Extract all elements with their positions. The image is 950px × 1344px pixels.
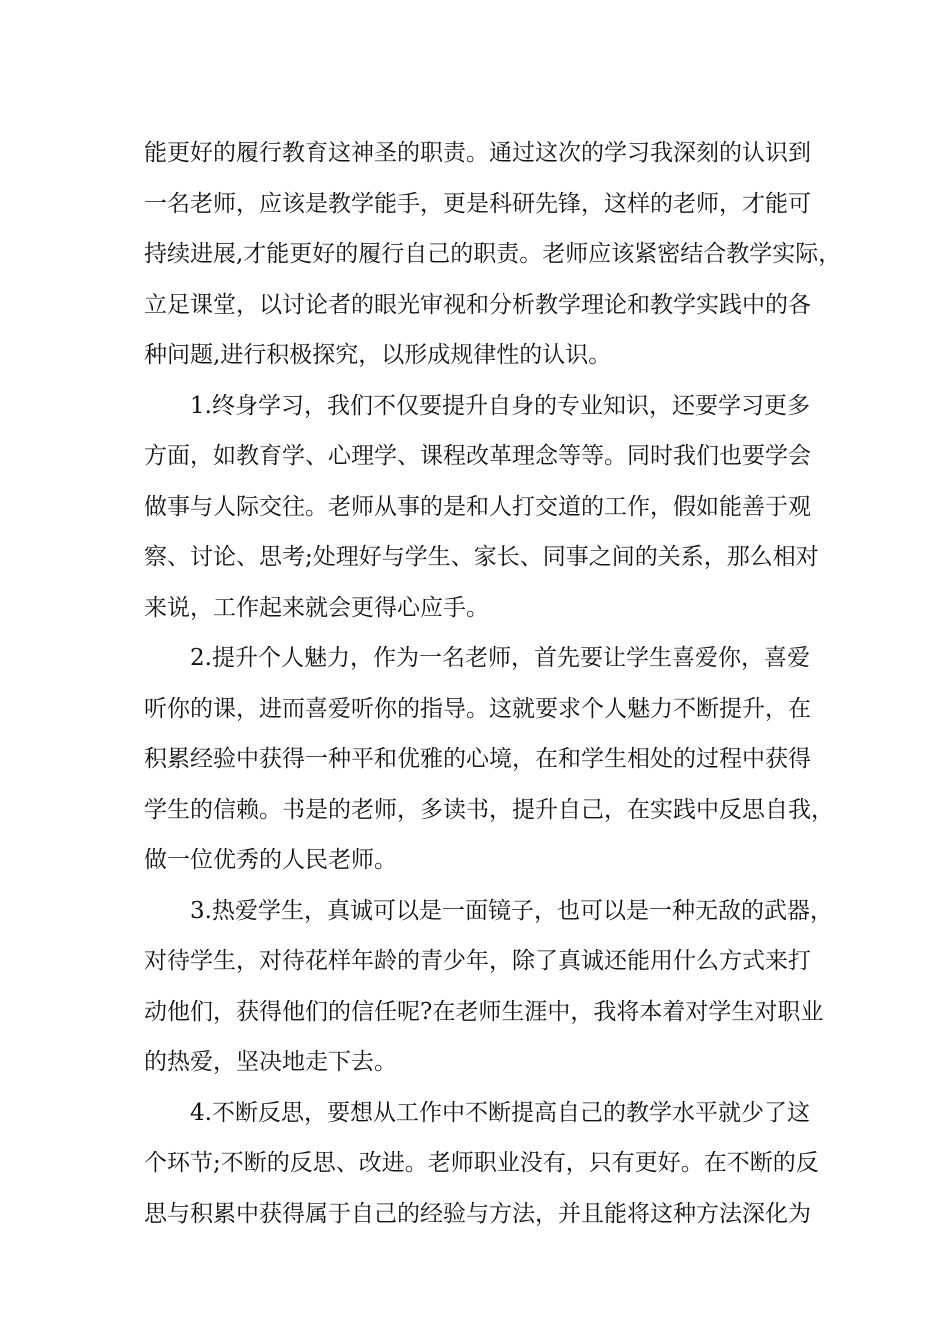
paragraph-intro [144, 128, 842, 381]
text-line: 方面，如教育学、心理学、课程改革理念等等。同时我们也要学会 [144, 443, 811, 469]
paragraph-item-4 [144, 1088, 824, 1240]
text-line: 察、讨论、思考;处理好与学生、家长、同事之间的关系，那么相对 [144, 544, 819, 570]
text-line: 对待学生，对待花样年龄的青少年，除了真诚还能用什么方式来打 [144, 948, 811, 974]
text-line: 积累经验中获得一种平和优雅的心境，在和学生相处的过程中获得 [144, 746, 811, 772]
paragraph-item-1 [144, 381, 824, 634]
text-line: 思与积累中获得属于自己的经验与方法，并且能将这种方法深化为 [144, 1200, 811, 1227]
text-line: 动他们，获得他们的信任呢?在老师生涯中，我将本着对学生对职业 [144, 998, 824, 1025]
document-body [144, 128, 842, 1239]
text-line: 的热爱，坚决地走下去。 [144, 1049, 397, 1075]
paragraph-item-2 [144, 633, 834, 886]
text-line: 能更好的履行教育这神圣的职责。通过这次的学习我深刻的认识到 [144, 140, 811, 166]
text-line: 4.不断反思，要想从工作中不断提高自己的教学水平就少了这 [190, 1099, 810, 1126]
text-line: 3.热爱学生，真诚可以是一面镜子，也可以是一种无敌的武器， [190, 897, 833, 924]
text-line: 来说，工作起来就会更得心应手。 [144, 594, 489, 621]
text-line: 1.终身学习，我们不仅要提升自身的专业知识，还要学习更多 [190, 392, 810, 419]
text-line: 做一位优秀的人民老师。 [144, 847, 397, 873]
text-line: 学生的信赖。书是的老师，多读书，提升自己，在实践中反思自我， [144, 796, 834, 823]
text-line: 一名老师，应该是教学能手，更是科研先锋，这样的老师，才能可 [144, 190, 811, 217]
text-line: 持续进展,才能更好的履行自己的职责。老师应该紧密结合教学实际， [144, 241, 842, 267]
text-line: 听你的课，进而喜爱听你的指导。这就要求个人魅力不断提升，在 [144, 695, 811, 722]
text-line: 做事与人际交往。老师从事的是和人打交道的工作，假如能善于观 [144, 493, 811, 520]
text-line: 种问题,进行积极探究，以形成规律性的认识。 [144, 342, 612, 368]
text-line: 2.提升个人魅力，作为一名老师，首先要让学生喜爱你，喜爱 [190, 645, 810, 671]
paragraph-item-3 [144, 886, 833, 1088]
text-line: 个环节;不断的反思、改进。老师职业没有，只有更好。在不断的反 [144, 1150, 819, 1176]
text-line: 立足课堂，以讨论者的眼光审视和分析教学理论和教学实践中的各 [144, 291, 811, 318]
